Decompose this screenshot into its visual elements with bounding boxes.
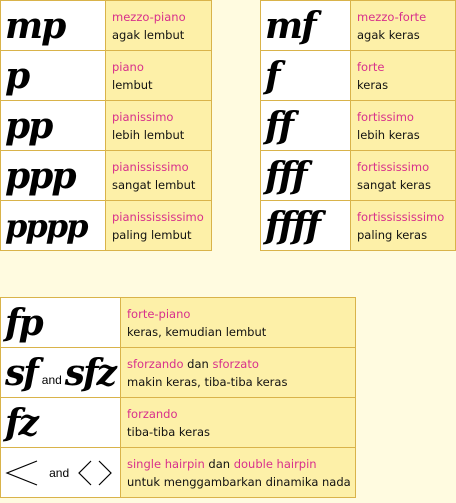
dynamic-symbol: pppp: [5, 206, 87, 245]
dynamic-term: fortissississimo: [357, 209, 445, 224]
dynamic-meaning: keras: [357, 77, 389, 92]
dynamic-term: fortississimo: [357, 159, 430, 174]
dynamics-row: [261, 151, 456, 201]
dynamic-meaning: agak keras: [357, 27, 420, 42]
dynamic-meaning: paling keras: [357, 227, 428, 242]
dynamic-term: mezzo-piano: [112, 9, 186, 24]
dynamic-symbol: fp: [5, 301, 42, 344]
dynamic-symbol: sfz: [64, 351, 115, 394]
dynamic-meaning: tiba-tiba keras: [127, 424, 210, 439]
dynamic-meaning: untuk menggambarkan dinamika nada: [127, 474, 351, 489]
dynamics-row: [1, 398, 356, 448]
double-hairpin-icon: [77, 459, 113, 487]
dynamics-row: [1, 298, 356, 348]
piano-dynamics-table: [0, 0, 212, 251]
dynamic-meaning: sangat lembut: [112, 177, 196, 192]
dynamics-row: [261, 101, 456, 151]
dynamics-row: [1, 1, 212, 51]
dynamic-symbol: fff: [265, 154, 306, 197]
dynamics-row: [1, 348, 356, 398]
dynamic-meaning: keras, kemudian lembut: [127, 324, 267, 339]
dynamics-row: [1, 101, 212, 151]
dynamic-symbol: mf: [265, 4, 315, 47]
forte-dynamics-table: [260, 0, 456, 251]
dynamic-symbol: f: [265, 54, 279, 97]
dynamic-symbol: ppp: [5, 154, 75, 197]
dynamics-row: [261, 51, 456, 101]
other-dynamics-table: [0, 297, 356, 498]
dynamics-row: [261, 1, 456, 51]
and-label: and: [49, 465, 70, 480]
and-label: and: [41, 373, 62, 387]
dynamic-term: piano: [112, 59, 144, 74]
joiner-text: dan: [187, 356, 209, 371]
dynamic-meaning: agak lembut: [112, 27, 185, 42]
dynamics-row: [1, 151, 212, 201]
dynamic-term: pianissimo: [112, 109, 174, 124]
dynamics-row: [1, 51, 212, 101]
dynamic-term: forte: [357, 59, 385, 74]
dynamic-term: forte-piano: [127, 306, 191, 321]
dynamic-symbol: mp: [5, 4, 65, 47]
dynamic-term: pianissississimo: [112, 209, 204, 224]
dynamic-term: sforzando: [127, 356, 184, 371]
dynamics-row: [1, 448, 356, 498]
dynamic-term: pianississimo: [112, 159, 189, 174]
dynamic-meaning: lembut: [112, 77, 153, 92]
dynamic-term: fortissimo: [357, 109, 414, 124]
dynamic-meaning: sangat keras: [357, 177, 431, 192]
dynamic-meaning: makin keras, tiba-tiba keras: [127, 374, 288, 389]
single-hairpin-icon: [5, 459, 39, 487]
dynamics-row: [1, 201, 212, 251]
dynamic-symbol: pp: [5, 104, 52, 147]
joiner-text: dan: [208, 456, 231, 471]
dynamic-symbol: ff: [265, 104, 292, 147]
dynamic-term: single hairpin: [127, 456, 205, 471]
dynamic-term: mezzo-forte: [357, 9, 427, 24]
dynamic-meaning: lebih keras: [357, 127, 420, 142]
dynamic-symbol: sf: [5, 351, 37, 394]
dynamic-symbol: fz: [5, 401, 37, 444]
dynamic-term: forzando: [127, 406, 178, 421]
dynamic-meaning: paling lembut: [112, 227, 192, 242]
dynamic-term: double hairpin: [233, 456, 317, 471]
dynamic-meaning: lebih lembut: [112, 127, 185, 142]
dynamic-symbol: p: [5, 54, 29, 97]
dynamics-row: [261, 201, 456, 251]
dynamic-term: sforzato: [212, 356, 259, 371]
dynamic-symbol: ffff: [265, 204, 319, 247]
